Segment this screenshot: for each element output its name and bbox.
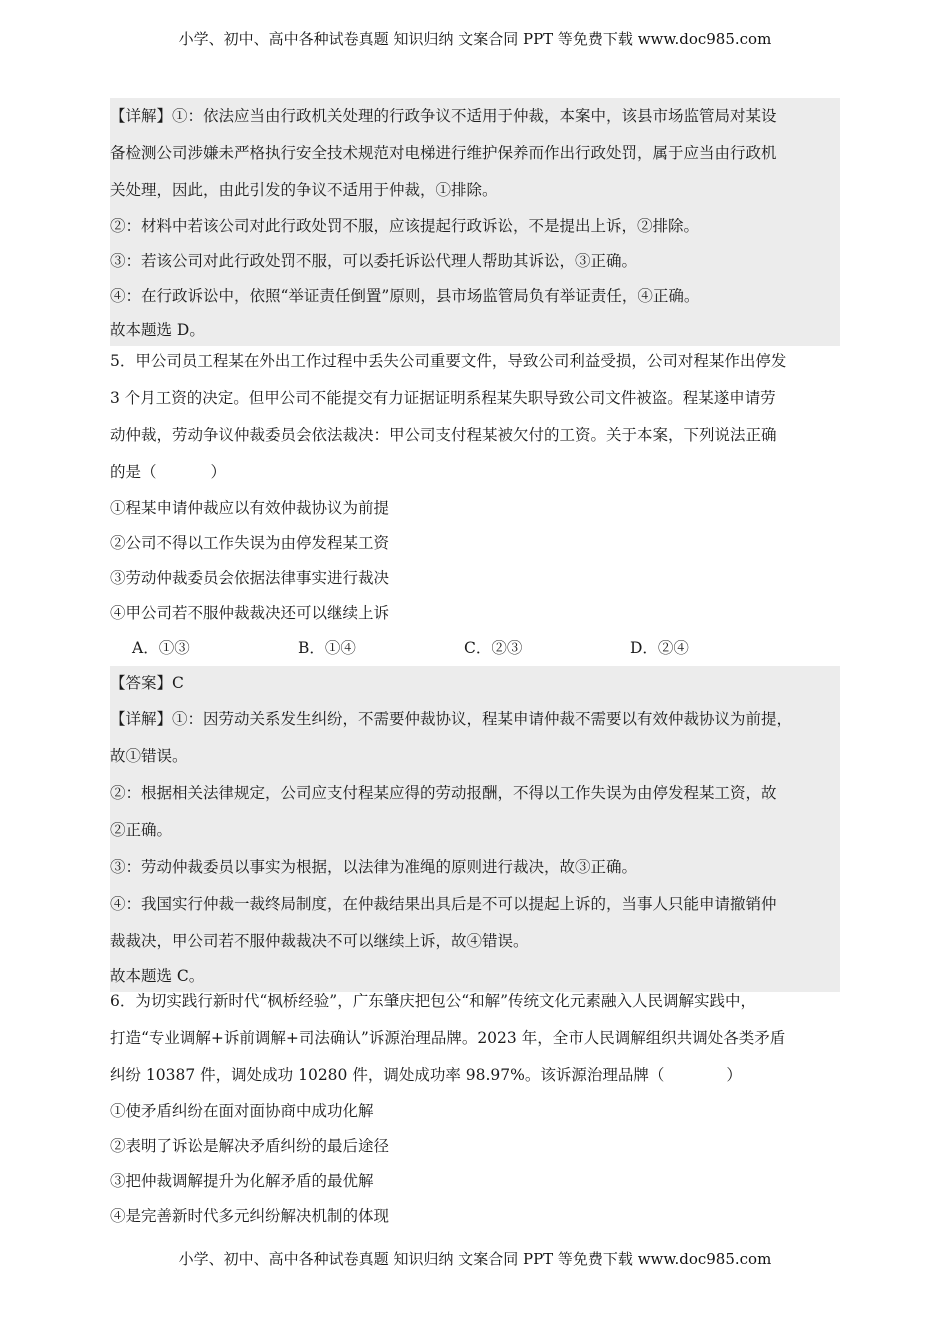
page-header: 小学、初中、高中各种试卷真题 知识归纳 文案合同 PPT 等免费下载 www.doc985.com [178,30,772,48]
question-stem-line [110,1057,840,1094]
option-line: ①程某申请仲裁应以有效仲裁协议为前提 [110,499,390,517]
option-line: ②公司不得以工作失误为由停发程某工资 [110,534,390,552]
question-stem-line: 3 个月工资的决定。但甲公司不能提交有力证据证明系程某失职导致公司文件被盗。程某遂申请劳 [110,389,776,407]
explanation-line: 【详解】①：因劳动关系发生纠纷，不需要仲裁协议，程某申请仲裁不需要以有效仲裁协议为前提， [110,710,793,728]
conclusion-line: 故本题选 C。 [110,967,205,985]
question-6 [110,983,840,1234]
stem-text: 纠纷 10387 件，调处成功 10280 件，调处成功率 98.97%。该诉源治理品牌（ [110,1066,665,1084]
explanation-line: ④：在行政诉讼中，依照“举证责任倒置”原则，县市场监管局负有举证责任，④正确。 [110,287,700,305]
explanation-line: 关处理，因此，由此引发的争议不适用于仲裁，①排除。 [110,181,498,199]
question-stem-line: 6．为切实践行新时代“枫桥经验”，广东肇庆把包公“和解”传统文化元素融入人民调解实践中， [110,992,757,1010]
explanation-line: 备检测公司涉嫌未严格执行安全技术规范对电梯进行维护保养而作出行政处罚，属于应当由行政机 [110,144,777,162]
explanation-line: ③：劳动仲裁委员以事实为根据，以法律为准绳的原则进行裁决，故③正确。 [110,858,638,876]
q5-answer-block [110,666,840,992]
choice-a: A．①③ [132,639,190,657]
explanation-line: ③：若该公司对此行政处罚不服，可以委托诉讼代理人帮助其诉讼，③正确。 [110,252,638,270]
option-line: ③把仲裁调解提升为化解矛盾的最优解 [110,1172,374,1190]
question-stem-line: 打造“专业调解+诉前调解+司法确认”诉源治理品牌。2023 年，全市人民调解组织共调处各类矛盾 [110,1029,786,1047]
stem-text: ） [726,1066,742,1084]
option-line: ④甲公司若不服仲裁裁决还可以继续上诉 [110,604,390,622]
question-stem-line: 5．甲公司员工程某在外出工作过程中丢失公司重要文件，导致公司利益受损，公司对程某作出停发 [110,352,787,370]
conclusion-line: 故本题选 D。 [110,321,205,339]
explanation-line: ②正确。 [110,821,173,839]
explanation-line: 故①错误。 [110,747,188,765]
explanation-line: 裁裁决，甲公司若不服仲裁裁决不可以继续上诉，故④错误。 [110,932,529,950]
option-line: ②表明了诉讼是解决矛盾纠纷的最后途径 [110,1137,390,1155]
explanation-line: ④：我国实行仲裁一裁终局制度，在仲裁结果出具后是不可以提起上诉的，当事人只能申请撤销仲 [110,895,777,913]
option-line: ①使矛盾纠纷在面对面协商中成功化解 [110,1102,374,1120]
stem-text: ） [210,463,227,481]
q4-explanation-block [110,98,840,346]
option-line: ③劳动仲裁委员会依据法律事实进行裁决 [110,569,390,587]
explanation-line: ②：根据相关法律规定，公司应支付程某应得的劳动报酬，不得以工作失误为由停发程某工资，故 [110,784,777,802]
choice-b: B．①④ [298,639,356,657]
choice-row [110,631,840,666]
answer-line: 【答案】C [110,674,184,692]
question-5 [110,343,840,666]
choice-c: C．②③ [464,639,523,657]
question-stem-line [110,454,840,491]
question-stem-line: 动仲裁，劳动争议仲裁委员会依法裁决：甲公司支付程某被欠付的工资。关于本案，下列说法正确 [110,426,777,444]
explanation-line: 【详解】①：依法应当由行政机关处理的行政争议不适用于仲裁，本案中，该县市场监管局对某设 [110,107,777,125]
option-line: ④是完善新时代多元纠纷解决机制的体现 [110,1207,390,1225]
explanation-line: ②：材料中若该公司对此行政处罚不服，应该提起行政诉讼，不是提出上诉，②排除。 [110,217,700,235]
page-footer: 小学、初中、高中各种试卷真题 知识归纳 文案合同 PPT 等免费下载 www.doc985.com [178,1250,772,1268]
stem-text: 的是（ [110,463,157,481]
choice-d: D．②④ [630,639,689,657]
